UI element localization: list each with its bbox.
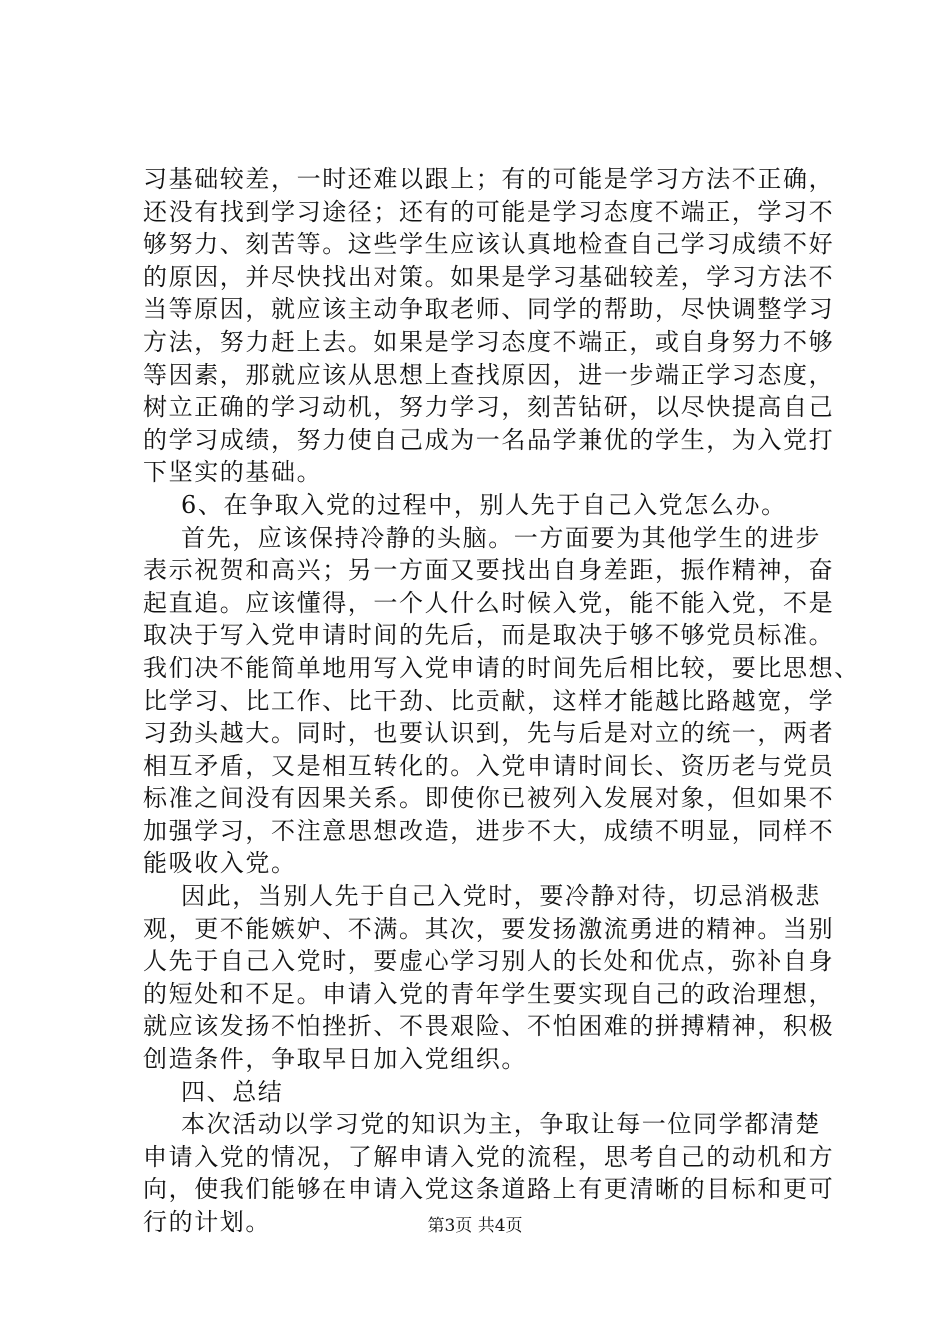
text-line: 人先于自己入党时，要虚心学习别人的长处和优点，弥补自身 — [143, 947, 835, 976]
text-line: 比学习、比工作、比干劲、比贡献，这样才能越比路越宽，学 — [143, 686, 835, 715]
text-line: 当等原因，就应该主动争取老师、同学的帮助，尽快调整学习 — [143, 295, 835, 324]
text-line: 方法，努力赶上去。如果是学习态度不端正，或自身努力不够 — [143, 327, 835, 356]
text-line: 取决于写入党申请时间的先后，而是取决于够不够党员标准。 — [143, 621, 835, 650]
text-line: 首先，应该保持冷静的头脑。一方面要为其他学生的进步 — [181, 523, 821, 552]
text-line: 本次活动以学习党的知识为主，争取让每一位同学都清楚 — [181, 1110, 821, 1139]
text-line: 能吸收入党。 — [143, 849, 297, 878]
document-body — [143, 163, 860, 1239]
text-line: 等因素，那就应该从思想上查找原因，进一步端正学习态度， — [143, 360, 835, 389]
text-line: 习劲头越大。同时，也要认识到，先与后是对立的统一，两者 — [143, 719, 835, 748]
text-line: 向，使我们能够在申请入党这条道路上有更清晰的目标和更可 — [143, 1175, 835, 1204]
text-line: 习基础较差，一时还难以跟上；有的可能是学习方法不正确， — [143, 165, 835, 193]
text-line: 创造条件，争取早日加入党组织。 — [143, 1045, 527, 1074]
text-line: 6、在争取入党的过程中，别人先于自己入党怎么办。 — [181, 490, 787, 519]
text-line: 因此，当别人先于自己入党时，要冷静对待，切忌消极悲 — [181, 882, 821, 911]
text-line: 下坚实的基础。 — [143, 458, 323, 487]
text-line: 够努力、刻苦等。这些学生应该认真地检查自己学习成绩不好 — [143, 230, 835, 259]
text-line: 的学习成绩，努力使自己成为一名品学兼优的学生，为入党打 — [143, 425, 835, 454]
text-line: 观，更不能嫉妒、不满。其次，要发扬激流勇进的精神。当别 — [143, 914, 835, 943]
text-line: 我们决不能简单地用写入党申请的时间先后相比较，要比思想、 — [143, 653, 860, 682]
page-footer: 第3页 共4页 — [427, 1216, 523, 1236]
text-line: 还没有找到学习途径；还有的可能是学习态度不端正，学习不 — [143, 197, 835, 226]
text-line: 申请入党的情况，了解申请入党的流程，思考自己的动机和方 — [143, 1142, 835, 1171]
text-line: 相互矛盾，又是相互转化的。入党申请时间长、资历老与党员 — [143, 751, 835, 780]
text-line: 的原因，并尽快找出对策。如果是学习基础较差，学习方法不 — [143, 262, 835, 291]
text-line: 行的计划。 — [143, 1208, 271, 1236]
text-line: 就应该发扬不怕挫折、不畏艰险、不怕困难的拼搏精神，积极 — [143, 1012, 835, 1041]
text-line: 加强学习，不注意思想改造，进步不大，成绩不明显，同样不 — [143, 816, 835, 845]
text-line: 表示祝贺和高兴；另一方面又要找出自身差距，振作精神，奋 — [143, 556, 835, 585]
text-line: 的短处和不足。申请入党的青年学生要实现自己的政治理想， — [143, 979, 835, 1008]
text-line: 标准之间没有因果关系。即使你已被列入发展对象，但如果不 — [143, 784, 835, 813]
text-line: 树立正确的学习动机，努力学习，刻苦钻研，以尽快提高自己 — [143, 393, 835, 422]
text-line: 四、总结 — [181, 1077, 284, 1106]
text-line: 起直追。应该懂得，一个人什么时候入党，能不能入党，不是 — [143, 588, 835, 617]
